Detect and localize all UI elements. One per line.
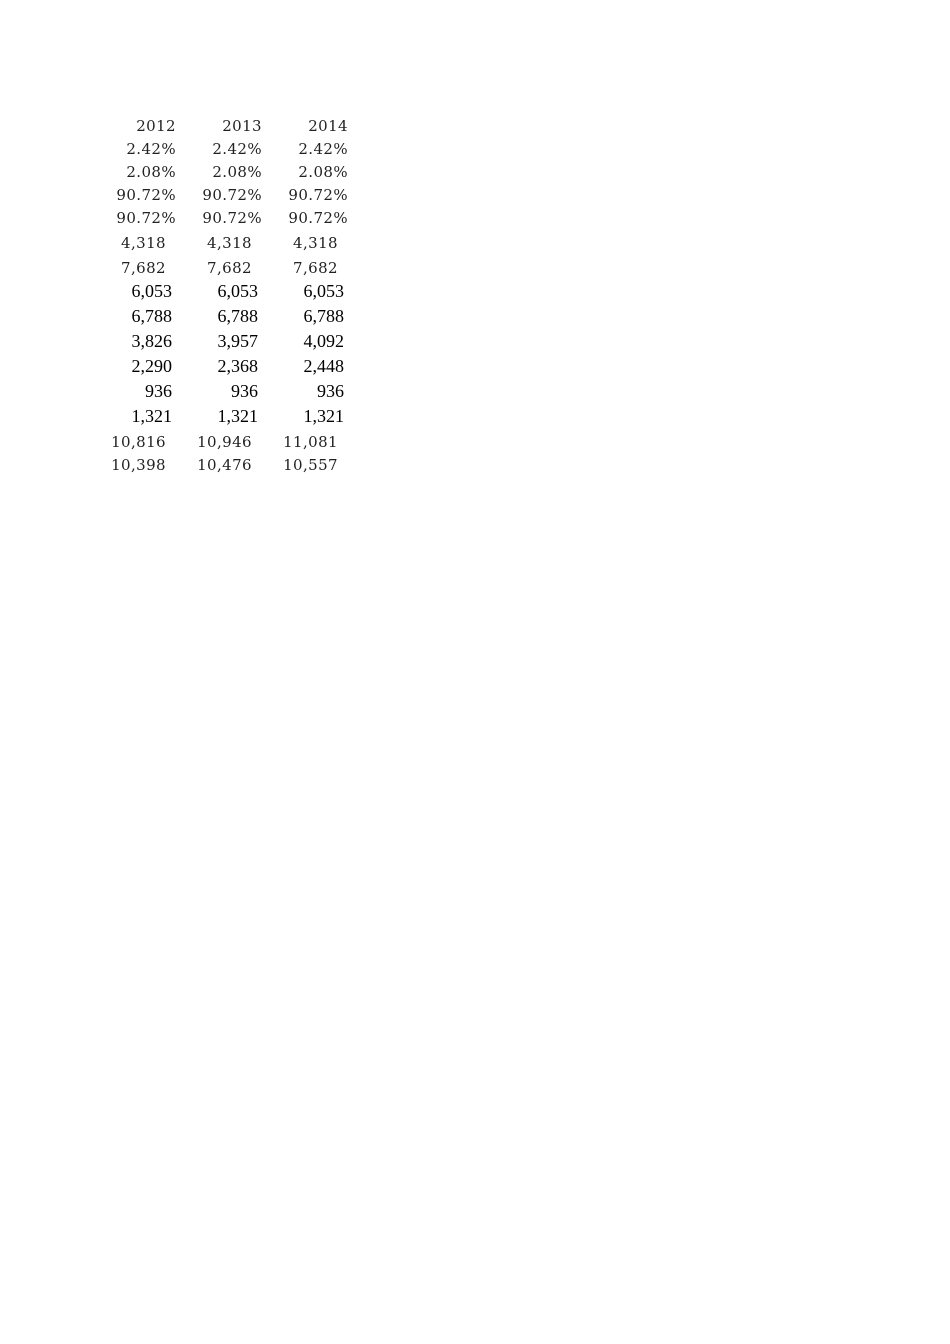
table-cell: 10,557 bbox=[283, 456, 338, 474]
table-cell: 2,290 bbox=[131, 356, 172, 376]
table-cell: 1,321 bbox=[131, 406, 172, 426]
table-cell: 10,946 bbox=[197, 433, 252, 451]
table-row bbox=[90, 252, 352, 277]
year-header: 2012 bbox=[136, 117, 176, 135]
table-cell: 10,476 bbox=[197, 456, 252, 474]
table-cell: 90.72% bbox=[288, 186, 348, 204]
table-cell: 4,092 bbox=[303, 331, 344, 351]
table-cell: 90.72% bbox=[116, 209, 176, 227]
table-cell: 90.72% bbox=[288, 209, 348, 227]
table-row bbox=[90, 302, 352, 327]
table-cell: 2.08% bbox=[298, 163, 348, 181]
table-cell: 7,682 bbox=[207, 259, 252, 277]
table-row bbox=[90, 427, 352, 451]
table-row bbox=[90, 204, 352, 227]
table-cell: 7,682 bbox=[121, 259, 166, 277]
table-row bbox=[90, 158, 352, 181]
data-table bbox=[90, 112, 352, 474]
table-cell: 6,053 bbox=[217, 281, 258, 301]
table-row bbox=[90, 451, 352, 474]
year-header: 2013 bbox=[222, 117, 262, 135]
table-row bbox=[90, 402, 352, 427]
table-cell: 1,321 bbox=[303, 406, 344, 426]
table-cell: 6,788 bbox=[131, 306, 172, 326]
table-cell: 2.42% bbox=[126, 140, 176, 158]
table-row bbox=[90, 227, 352, 252]
table-row bbox=[90, 181, 352, 204]
table-row bbox=[90, 352, 352, 377]
table-row bbox=[90, 277, 352, 302]
table-cell: 2.42% bbox=[298, 140, 348, 158]
table-cell: 3,957 bbox=[217, 331, 258, 351]
table-row bbox=[90, 327, 352, 352]
table-cell: 2.08% bbox=[126, 163, 176, 181]
table-row bbox=[90, 135, 352, 158]
table-cell: 4,318 bbox=[121, 234, 166, 252]
table-cell: 3,826 bbox=[131, 331, 172, 351]
header-row bbox=[90, 112, 352, 135]
table-cell: 4,318 bbox=[293, 234, 338, 252]
table-cell: 90.72% bbox=[202, 209, 262, 227]
table-cell: 6,053 bbox=[131, 281, 172, 301]
table-cell: 90.72% bbox=[202, 186, 262, 204]
table-cell: 90.72% bbox=[116, 186, 176, 204]
table-cell: 6,053 bbox=[303, 281, 344, 301]
table-cell: 936 bbox=[317, 381, 344, 401]
table-row bbox=[90, 377, 352, 402]
table-cell: 936 bbox=[231, 381, 258, 401]
table-cell: 6,788 bbox=[217, 306, 258, 326]
table-cell: 7,682 bbox=[293, 259, 338, 277]
table-cell: 1,321 bbox=[217, 406, 258, 426]
table-cell: 2.08% bbox=[212, 163, 262, 181]
table-cell: 2.42% bbox=[212, 140, 262, 158]
table-cell: 6,788 bbox=[303, 306, 344, 326]
year-header: 2014 bbox=[308, 117, 348, 135]
table-cell: 936 bbox=[145, 381, 172, 401]
table-cell: 11,081 bbox=[283, 433, 338, 451]
table-cell: 2,448 bbox=[303, 356, 344, 376]
table-cell: 10,816 bbox=[111, 433, 166, 451]
table-cell: 2,368 bbox=[217, 356, 258, 376]
table-cell: 10,398 bbox=[111, 456, 166, 474]
table-cell: 4,318 bbox=[207, 234, 252, 252]
